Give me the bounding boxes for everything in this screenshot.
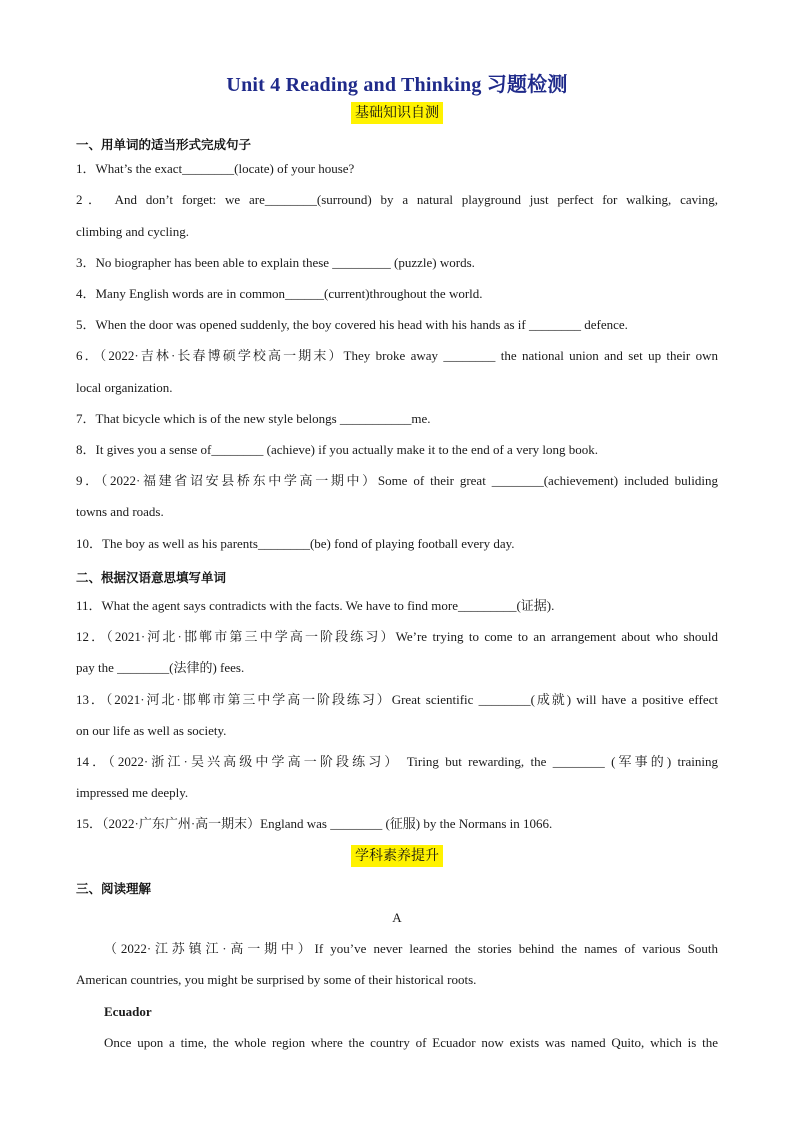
question-12-line-1: 12．（2021·河北·邯郸市第三中学高一阶段练习）We’re trying to come to an arrangement about who should [76, 629, 718, 644]
section-heading-3: 三、阅读理解 [76, 881, 152, 896]
banner-label: 基础知识自测 [351, 102, 443, 124]
question-7: 7．That bicycle which is of the new style belongs ___________me. [76, 411, 431, 426]
question-9-line-2: towns and roads. [76, 504, 164, 519]
passage-paragraph-1-line-1: （2022·江苏镇江·高一期中）If you’ve never learned the stories behind the names of various South [104, 941, 718, 956]
question-6-line-2: local organization. [76, 380, 173, 395]
question-8: 8．It gives you a sense of________ (achieve) if you actually make it to the end of a very long book. [76, 442, 599, 457]
question-13-line-1: 13．（2021·河北·邯郸市第三中学高一阶段练习）Great scientific ________(成就) will have a positive effect [76, 692, 718, 707]
passage-paragraph-2-line-1: Once upon a time, the whole region where the country of Ecuador now exists was named Quito, which is the [104, 1035, 718, 1050]
banner-subject-literacy [76, 845, 718, 867]
section-heading-2: 二、根据汉语意思填写单词 [76, 570, 227, 585]
question-3: 3．No biographer has been able to explain these _________ (puzzle) words. [76, 255, 475, 270]
passage-paragraph-1-line-2: American countries, you might be surprised by some of their historical roots. [76, 972, 477, 987]
question-6-line-1: 6．（2022·吉林·长春博硕学校高一期末）They broke away ________ the national union and set up their own [76, 348, 718, 363]
passage-subheading: Ecuador [104, 1004, 152, 1019]
passage-label: A [392, 910, 402, 925]
banner-basic-knowledge [76, 102, 718, 124]
question-14-line-2: impressed me deeply. [76, 785, 189, 800]
question-12-line-2: pay the ________(法律的) fees. [76, 660, 245, 675]
question-11: 11．What the agent says contradicts with the facts. We have to find more_________(证据). [76, 598, 555, 613]
question-14-line-1: 14．（2022·浙江·吴兴高级中学高一阶段练习） Tiring but rewarding, the ________ (军事的) training [76, 754, 718, 769]
question-2-line-2: climbing and cycling. [76, 224, 190, 239]
question-9-line-1: 9．（2022·福建省诏安县桥东中学高一期中）Some of their great ________(achievement) included buliding [76, 473, 718, 488]
question-4: 4．Many English words are in common______(current)throughout the world. [76, 286, 483, 301]
question-2-line-1: 2． And don’t forget: we are________(surround) by a natural playground just perfect for walking, caving, [76, 192, 718, 207]
question-1: 1．What’s the exact________(locate) of your house? [76, 161, 355, 176]
banner-label: 学科素养提升 [351, 845, 443, 867]
question-5: 5．When the door was opened suddenly, the boy covered his head with his hands as if ________ defence. [76, 317, 628, 332]
question-15: 15．（2022·广东广州·高一期末）England was ________ (征服) by the Normans in 1066. [76, 816, 553, 831]
question-13-line-2: on our life as well as society. [76, 723, 227, 738]
page-title: Unit 4 Reading and Thinking 习题检测 [226, 74, 568, 96]
question-10: 10．The boy as well as his parents________(be) fond of playing football every day. [76, 536, 515, 551]
section-heading-1: 一、用单词的适当形式完成句子 [76, 137, 252, 152]
